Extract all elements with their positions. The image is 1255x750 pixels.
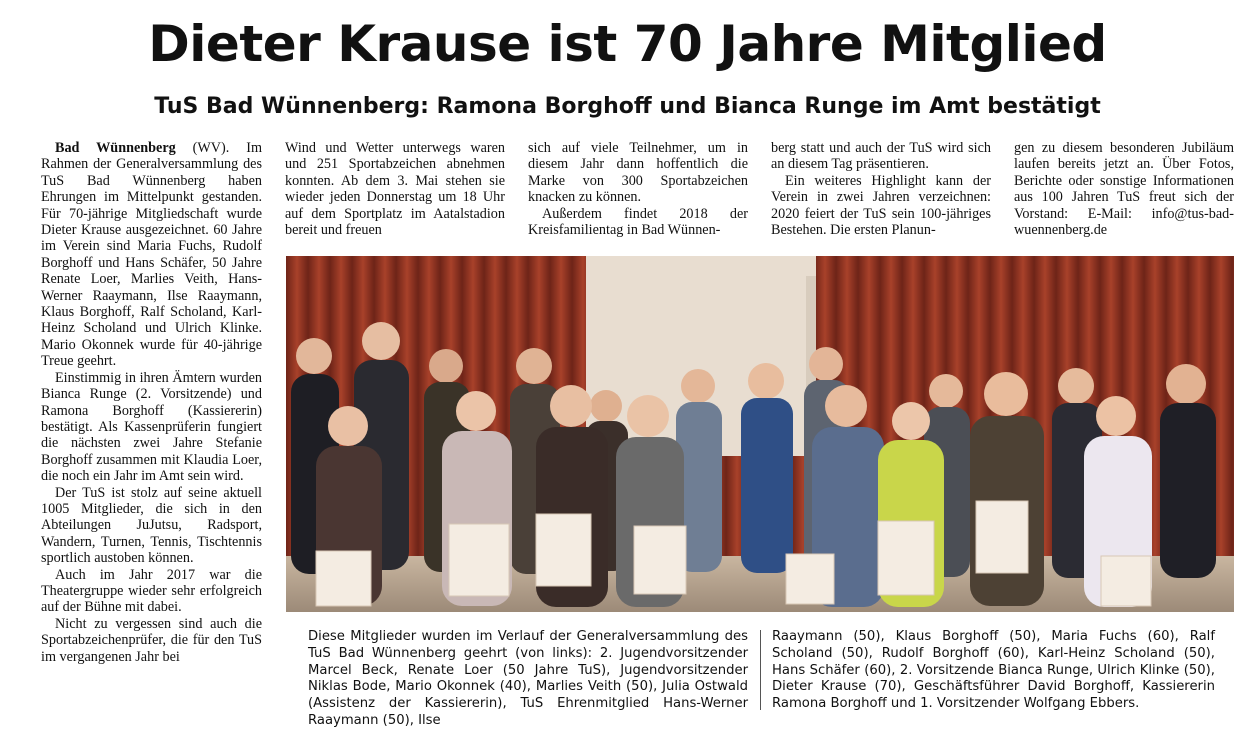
article-headline: Dieter Krause ist 70 Jahre Mitglied — [148, 15, 1107, 73]
caption-divider — [760, 630, 761, 710]
paragraph-sportabzeichen: Nicht zu vergessen sind auch die Sportabzeichenprüfer, die für den TuS im vergangenen Jahr bei — [41, 615, 262, 665]
paragraph-elections: Einstimmig in ihren Ämtern wurden Bianca Runge (2. Vorsitzende) und Ramona Borghoff (Kassiererin) bestätigt. Als Kassenprüferin fungiert die nächsten zwei Jahre Stefanie Borghoff zusammen mit Klaudia Loer, die noch ein Jahr im Amt sein wird. — [41, 369, 262, 485]
article-column-4 — [771, 140, 991, 238]
paragraph-theatre: Auch im Jahr 2017 war die Theatergruppe wieder sehr erfolgreich auf der Bühne mit dabei. — [41, 566, 262, 616]
article-column-2 — [285, 140, 505, 238]
paragraph-continuation: Wind und Wetter unterwegs waren und 251 Sportabzeichen abnehmen konnten. Ab dem 3. Mai stehen sie wieder jeden Donnerstag um 18 Uhr auf dem Sportplatz im Aatalstadion bereit und freuen — [285, 140, 505, 239]
paragraph-contact: gen zu diesem besonderen Jubiläum laufen bereits jetzt an. Über Fotos, Berichte oder sonstige Informationen aus 100 Jahren TuS freut sich der Vorstand: E-Mail: info@tus-bad-wuennenberg.de — [1014, 140, 1234, 239]
article-column-3 — [528, 140, 748, 238]
group-photo-illustration — [286, 256, 1234, 612]
paragraph-members: Der TuS ist stolz auf seine aktuell 1005 Mitglieder, die sich in den Abteilungen JuJutsu, Radsport, Wandern, Turnen, Tennis, Tischtennis sportlich austoben können. — [41, 484, 262, 567]
article-subheadline: TuS Bad Wünnenberg: Ramona Borghoff und Bianca Runge im Amt bestätigt — [154, 94, 1101, 119]
photo-caption-part-2: Raaymann (50), Klaus Borghoff (50), Maria Fuchs (60), Ralf Scholand (50), Rudolf Borghoff (60), Karl-Heinz Scholand (50), Hans Schäfer (60), 2. Vorsitzende Bianca Runge, Ulrich Klinke (50), Dieter Krause (70), Geschäftsführer David Borghoff, Kassiererin Ramona Borghoff und 1. Vorsitzender Wolfgang Ebbers. — [772, 629, 1215, 712]
paragraph-kreisfamilientag: Außerdem findet 2018 der Kreisfamilientag in Bad Wünnen- — [528, 205, 748, 239]
photo-caption-part-1: Diese Mitglieder wurden im Verlauf der Generalversammlung des TuS Bad Wünnenberg geehrt (von links): 2. Jugendvorsitzender Marcel Beck, Renate Loer (50 Jahre TuS), Jugendvorsitzender Niklas Bode, Mario Okonnek (40), Marlies Veith (50), Julia Ostwald (Assistenz der Kassiererin), TuS Ehrenmitglied Hans-Werner Raaymann (50), Ilse — [308, 629, 748, 728]
article-column-1 — [41, 140, 262, 665]
dateline-place: Bad Wünnenberg — [55, 140, 176, 156]
paragraph-continuation: sich auf viele Teilnehmer, um in diesem Jahr dann hoffentlich die Marke von 300 Sportabzeichen knacken zu können. — [528, 140, 748, 206]
paragraph-intro: (WV). Im Rahmen der Generalversammlung des TuS Bad Wünnenberg haben Ehrungen im Mittelpunkt gestanden. Für 70-jährige Mitgliedschaft wurde Dieter Krause ausgezeichnet. 60 Jahre im Verein sind Maria Fuchs, Rudolf Borghoff und Hans Schäfer, 50 Jahre Renate Loer, Marlies Veith, Hans-Werner Raaymann, Ilse Raaymann, Klaus Borghoff, Ralf Scholand, Karl-Heinz Scholand und Ulrich Klinke. Mario Okonnek wurde für 40-jährige Treue geehrt. — [41, 140, 262, 370]
article-column-5 — [1014, 140, 1234, 238]
group-photo — [286, 256, 1234, 612]
paragraph-anniversary: Ein weiteres Highlight kann der Verein in zwei Jahren verzeichnen: 2020 feiert der TuS sein 100-jähriges Bestehen. Die ersten Planun- — [771, 172, 991, 239]
paragraph-continuation: berg statt und auch der TuS wird sich an diesem Tag präsentieren. — [771, 140, 991, 173]
